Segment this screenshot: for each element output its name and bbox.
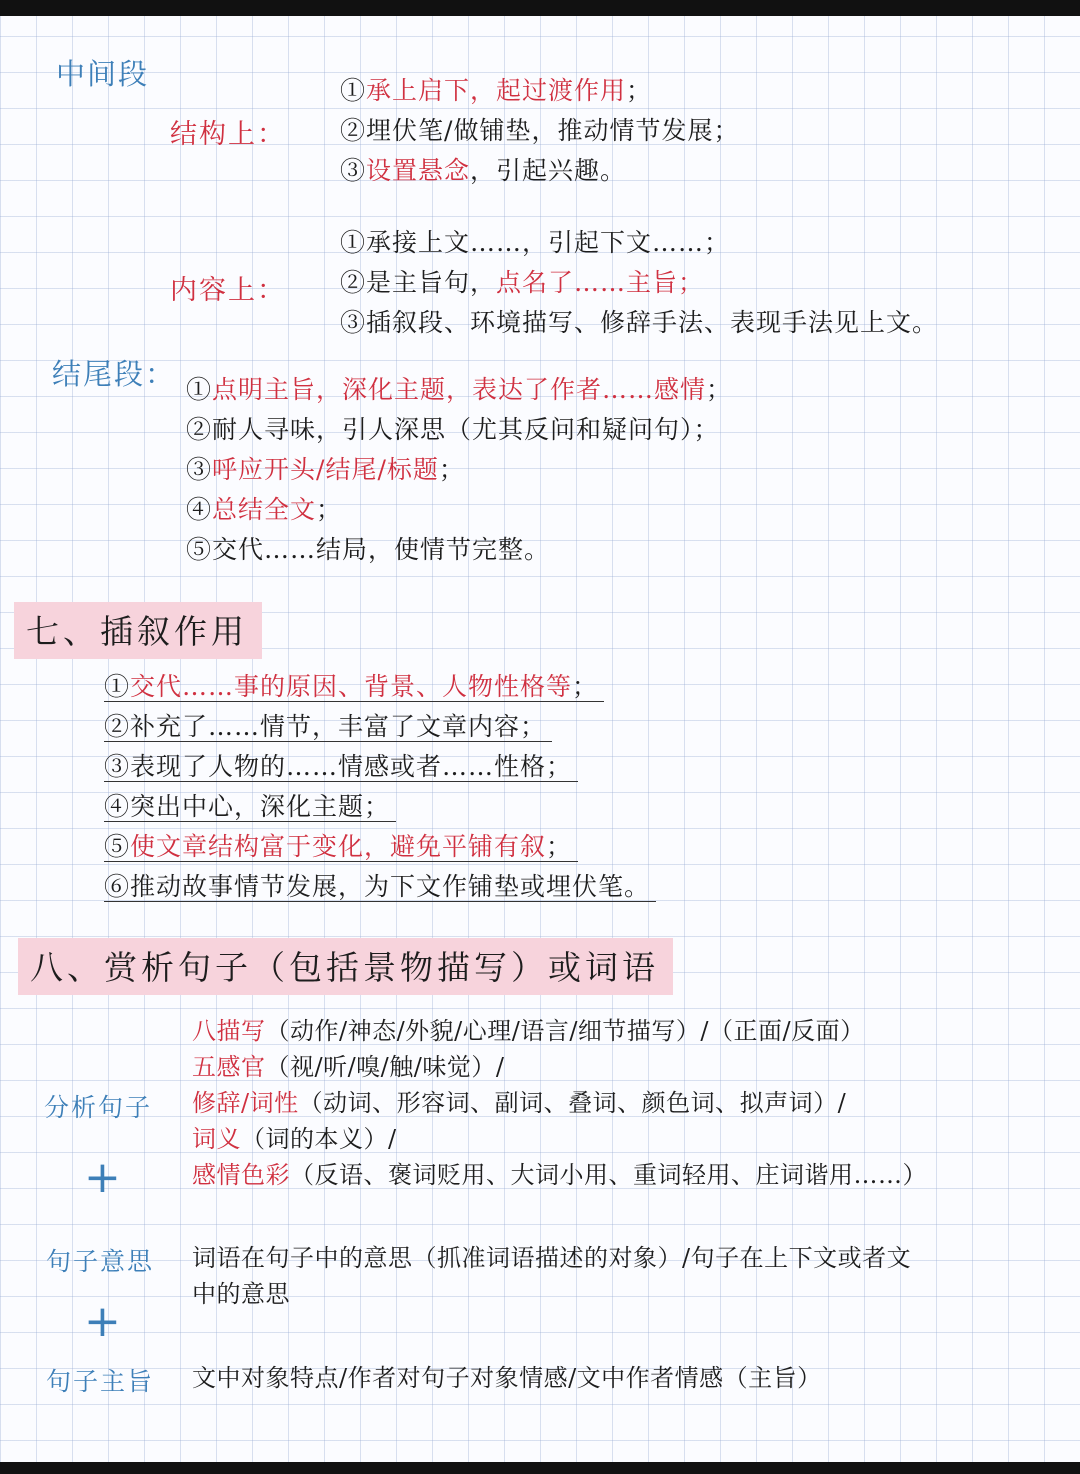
item-text: 突出中心，深化主题； bbox=[130, 792, 391, 821]
item-text: 承接上文……，引起下文……； bbox=[366, 228, 731, 257]
middle-heading: 中间段 bbox=[56, 57, 150, 91]
list-item bbox=[192, 1085, 927, 1121]
item-text: ； bbox=[626, 76, 653, 105]
item-text: 补充了……情节，丰富了文章内容； bbox=[130, 712, 547, 741]
item-text: ； bbox=[572, 672, 599, 701]
item-text-highlight: 设置悬念 bbox=[366, 156, 471, 185]
list-item bbox=[340, 114, 739, 148]
meaning-label: 句子意思 bbox=[46, 1247, 155, 1276]
item-number: ① bbox=[340, 228, 367, 257]
structure-list bbox=[340, 74, 739, 188]
item-text-highlight: 修辞/词性 bbox=[192, 1089, 299, 1117]
item-text: 埋伏笔/做铺垫，推动情节发展； bbox=[366, 116, 740, 145]
list-item bbox=[186, 373, 732, 407]
item-text: ； bbox=[706, 375, 733, 404]
item-text: 是主旨句， bbox=[366, 268, 497, 297]
item-number: ② bbox=[340, 116, 367, 145]
item-text-highlight: 交代……事的原因、背景、人物性格等 bbox=[130, 672, 573, 701]
list-item bbox=[186, 453, 732, 487]
item-text-highlight: 呼应开头/结尾/标题 bbox=[212, 455, 439, 484]
content-label: 内容上： bbox=[170, 275, 286, 306]
bottom-border bbox=[0, 1462, 1080, 1474]
list-item bbox=[186, 533, 732, 567]
list-item bbox=[192, 1049, 927, 1085]
item-text: 表现了人物的……情感或者……性格； bbox=[130, 752, 573, 781]
list-item bbox=[104, 750, 656, 784]
list-item bbox=[104, 790, 656, 824]
item-text: 耐人寻味，引人深思（尤其反问和疑问句）； bbox=[212, 415, 720, 444]
item-number: ① bbox=[104, 672, 131, 701]
item-text-highlight: 八描写 bbox=[192, 1017, 266, 1045]
list-item bbox=[340, 226, 938, 260]
meaning-text bbox=[192, 1240, 911, 1312]
item-number: ③ bbox=[186, 455, 213, 484]
list-item bbox=[104, 670, 656, 704]
text-line: 中的意思 bbox=[192, 1280, 290, 1308]
analyze-list bbox=[192, 1013, 927, 1193]
item-text: 推动故事情节发展，为下文作铺垫或埋伏笔。 bbox=[130, 872, 651, 901]
list-item bbox=[104, 710, 656, 744]
item-text: 插叙段、环境描写、修辞手法、表现手法见上文。 bbox=[366, 308, 939, 337]
content-list bbox=[340, 226, 938, 340]
item-number: ③ bbox=[104, 752, 131, 781]
item-number: ③ bbox=[340, 308, 367, 337]
list-item bbox=[192, 1013, 927, 1049]
section-7-list bbox=[104, 670, 656, 904]
item-text-highlight: 点名了……主旨； bbox=[496, 268, 705, 297]
list-item bbox=[340, 154, 739, 188]
item-number: ⑤ bbox=[104, 832, 131, 861]
item-text: ，引起兴趣。 bbox=[470, 156, 627, 185]
item-number: ② bbox=[104, 712, 131, 741]
item-text: （反语、褒词贬用、大词小用、重词轻用、庄词谐用……） bbox=[290, 1161, 927, 1189]
item-number: ⑤ bbox=[186, 535, 213, 564]
text-line: 词语在句子中的意思（抓准词语描述的对象）/句子在上下文或者文 bbox=[192, 1244, 912, 1272]
item-text: 交代……结局，使情节完整。 bbox=[212, 535, 551, 564]
item-number: ② bbox=[340, 268, 367, 297]
item-number: ④ bbox=[104, 792, 131, 821]
analyze-label: 分析句子 bbox=[44, 1093, 153, 1122]
item-number: ④ bbox=[186, 495, 213, 524]
item-text-highlight: 使文章结构富于变化，避免平铺有叙 bbox=[130, 832, 547, 861]
top-border bbox=[0, 0, 1080, 16]
item-text: ； bbox=[438, 455, 465, 484]
item-text-highlight: 感情色彩 bbox=[192, 1161, 290, 1189]
item-text: ； bbox=[316, 495, 343, 524]
list-item bbox=[186, 493, 732, 527]
list-item bbox=[192, 1121, 927, 1157]
item-number: ① bbox=[340, 76, 367, 105]
item-text: （视/听/嗅/触/味觉）/ bbox=[265, 1053, 505, 1081]
item-text-highlight: 五感官 bbox=[192, 1053, 266, 1081]
list-item bbox=[340, 266, 938, 300]
item-text: （动作/神态/外貌/心理/语言/细节描写）/（正面/反面） bbox=[265, 1017, 865, 1045]
list-item bbox=[104, 830, 656, 864]
list-item bbox=[186, 413, 732, 447]
theme-label: 句子主旨 bbox=[46, 1367, 155, 1396]
item-number: ② bbox=[186, 415, 213, 444]
item-number: ③ bbox=[340, 156, 367, 185]
list-item bbox=[104, 870, 656, 904]
item-text: （词的本义）/ bbox=[241, 1125, 397, 1153]
item-number: ⑥ bbox=[104, 872, 131, 901]
section-8-title: 八、赏析句子（包括景物描写）或词语 bbox=[18, 938, 673, 995]
list-item bbox=[192, 1157, 927, 1193]
item-text-highlight: 点明主旨，深化主题，表达了作者……感情 bbox=[212, 375, 707, 404]
item-text: （动词、形容词、副词、叠词、颜色词、拟声词）/ bbox=[298, 1089, 847, 1117]
theme-text: 文中对象特点/作者对句子对象情感/文中作者情感（主旨） bbox=[192, 1364, 822, 1392]
structure-label: 结构上： bbox=[170, 119, 286, 150]
list-item bbox=[340, 74, 739, 108]
ending-list bbox=[186, 373, 732, 567]
item-number: ① bbox=[186, 375, 213, 404]
section-7-title: 七、插叙作用 bbox=[14, 602, 262, 659]
item-text: ； bbox=[546, 832, 573, 861]
item-text-highlight: 总结全文 bbox=[212, 495, 317, 524]
item-text-highlight: 承上启下，起过渡作用 bbox=[366, 76, 627, 105]
list-item bbox=[340, 306, 938, 340]
item-text-highlight: 词义 bbox=[192, 1125, 241, 1153]
ending-heading: 结尾段： bbox=[52, 357, 177, 391]
plus-icon: + bbox=[84, 1152, 121, 1203]
plus-icon: + bbox=[84, 1296, 121, 1347]
